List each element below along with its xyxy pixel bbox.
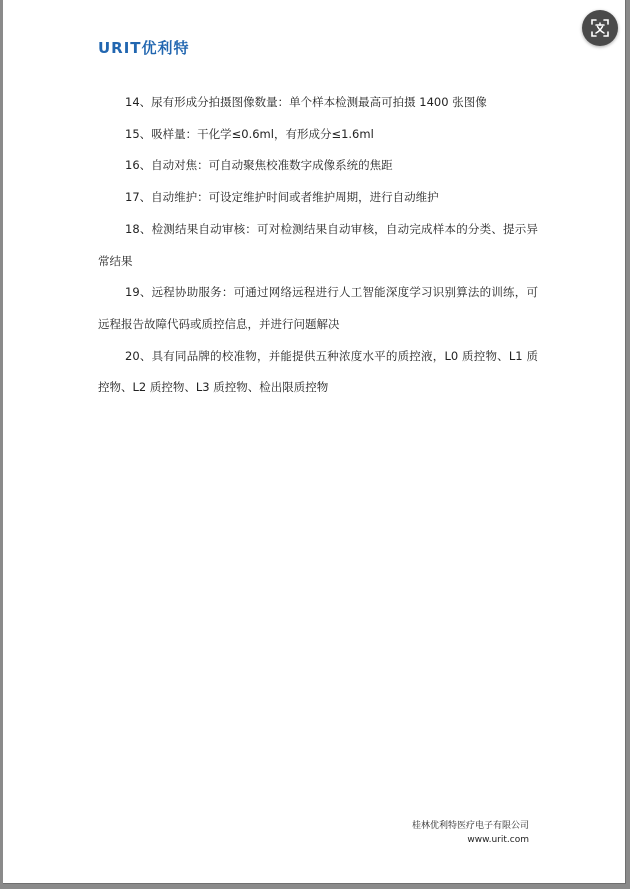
paragraph-item-19: 19、远程协助服务：可通过网络远程进行人工智能深度学习识别算法的训练，可远程报告故障代码或质控信息，并进行问题解决: [98, 285, 538, 331]
page-footer: [412, 819, 529, 847]
paragraph-item-17: 17、自动维护：可设定维护时间或者维护周期，进行自动维护: [125, 190, 439, 205]
document-body: [98, 87, 538, 404]
paragraph-item-18: 18、检测结果自动审核：可对检测结果自动审核，自动完成样本的分类、提示异常结果: [98, 221, 538, 268]
paragraph-item-14: 14、尿有形成分拍摄图像数量：单个样本检测最高可拍摄 1400 张图像: [125, 95, 487, 109]
company-logo: URIT优利特: [98, 39, 190, 57]
translate-icon: [590, 18, 610, 38]
footer-company-name: 桂林优利特医疗电子有限公司: [411, 821, 529, 831]
paragraph-item-16: 16、自动对焦：可自动聚焦校准数字成像系统的焦距: [125, 158, 393, 173]
document-page: [3, 0, 626, 884]
paragraph-item-15: 15、吸样量：干化学≤0.6ml，有形成分≤1.6ml: [125, 126, 374, 141]
footer-website: www.urit.com: [467, 835, 529, 845]
translate-button[interactable]: [582, 10, 618, 46]
paragraph-item-20: 20、具有同品牌的校准物，并能提供五种浓度水平的质控液，L0 质控物、L1 质控物、L2 质控物、L3 质控物、检出限质控物: [98, 348, 538, 395]
